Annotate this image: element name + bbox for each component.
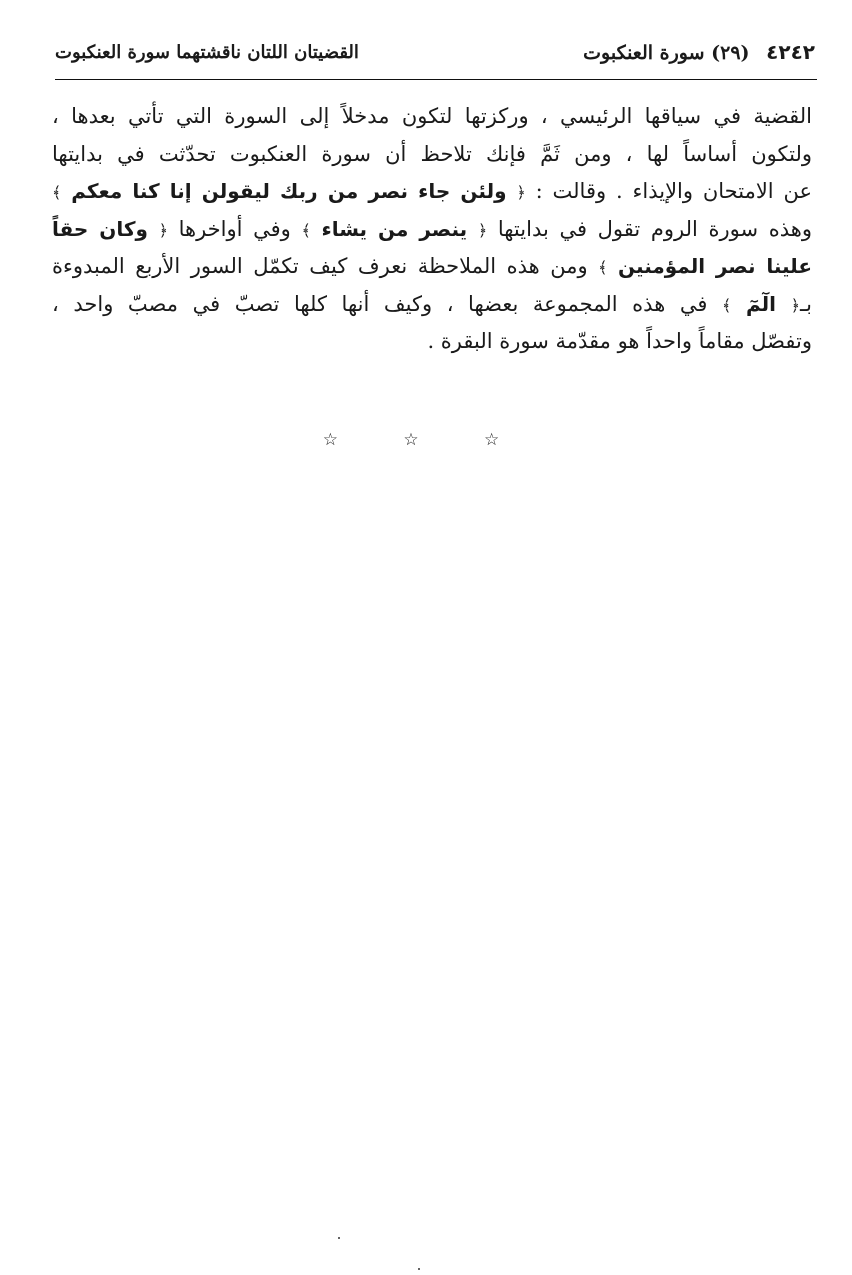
section-separator-stars: ☆ ☆ ☆ bbox=[322, 430, 530, 450]
quran-close-bracket: ﴾ bbox=[52, 183, 62, 202]
text-segment: وتفصّل مقاماً واحداً هو مقدّمة سورة البقرة . bbox=[427, 329, 812, 353]
text-line bbox=[52, 286, 812, 324]
quran-close-bracket: ﴾ bbox=[301, 220, 311, 240]
text-line bbox=[52, 248, 812, 286]
body-paragraph bbox=[52, 98, 812, 361]
text-line bbox=[52, 136, 812, 174]
text-segment: ولتكون أساساً لها ، ومن ثَمَّ فإنك تلاحظ أن سورة العنكبوت تحدّثت في بدايتها bbox=[52, 141, 812, 166]
scan-speck bbox=[338, 1237, 340, 1239]
text-line bbox=[52, 173, 812, 211]
text-segment: وفي أواخرها bbox=[178, 216, 291, 241]
scan-speck bbox=[418, 1268, 420, 1270]
quran-verse: الٓمٓ bbox=[745, 291, 777, 316]
quran-open-bracket: ﴿ bbox=[516, 183, 526, 202]
running-section-title: القضيتان اللتان ناقشتهما سورة العنكبوت bbox=[55, 42, 359, 63]
text-segment: بـ bbox=[800, 291, 812, 316]
page-number: ٤٢٤٢ bbox=[766, 40, 815, 64]
quran-open-bracket: ﴿ bbox=[790, 295, 800, 315]
quran-close-bracket: ﴾ bbox=[722, 295, 732, 315]
text-line bbox=[52, 323, 812, 361]
quran-verse: علينا نصر المؤمنين bbox=[618, 254, 812, 278]
text-segment: ومن هذه الملاحظة نعرف كيف تكمّل السور الأربع المبدوءة bbox=[52, 254, 588, 278]
header-page-reference bbox=[583, 40, 815, 64]
quran-open-bracket: ﴿ bbox=[477, 220, 488, 240]
page-header bbox=[55, 38, 815, 78]
quran-verse: ينصر من يشاء bbox=[321, 216, 468, 241]
text-segment: القضية في سياقها الرئيسي ، وركزتها لتكون مدخلاً إلى السورة التي تأتي بعدها ، bbox=[52, 104, 812, 128]
quran-close-bracket: ﴾ bbox=[598, 258, 608, 277]
text-segment: في هذه المجموعة بعضها ، وكيف أنها كلها تصبّ في مصبّ واحد ، bbox=[52, 291, 708, 316]
text-line bbox=[52, 98, 812, 136]
text-line bbox=[52, 211, 812, 249]
surah-reference: (٢٩) سورة العنكبوت bbox=[583, 42, 750, 64]
quran-verse: ولئن جاء نصر من ربك ليقولن إنا كنا معكم bbox=[71, 179, 507, 203]
text-segment: وهذه سورة الروم تقول في بدايتها bbox=[497, 216, 812, 241]
quran-verse: وكان حقاً bbox=[52, 216, 148, 241]
quran-open-bracket: ﴿ bbox=[158, 220, 168, 240]
text-segment: عن الامتحان والإيذاء . وقالت : bbox=[535, 179, 813, 203]
header-divider bbox=[55, 79, 817, 80]
